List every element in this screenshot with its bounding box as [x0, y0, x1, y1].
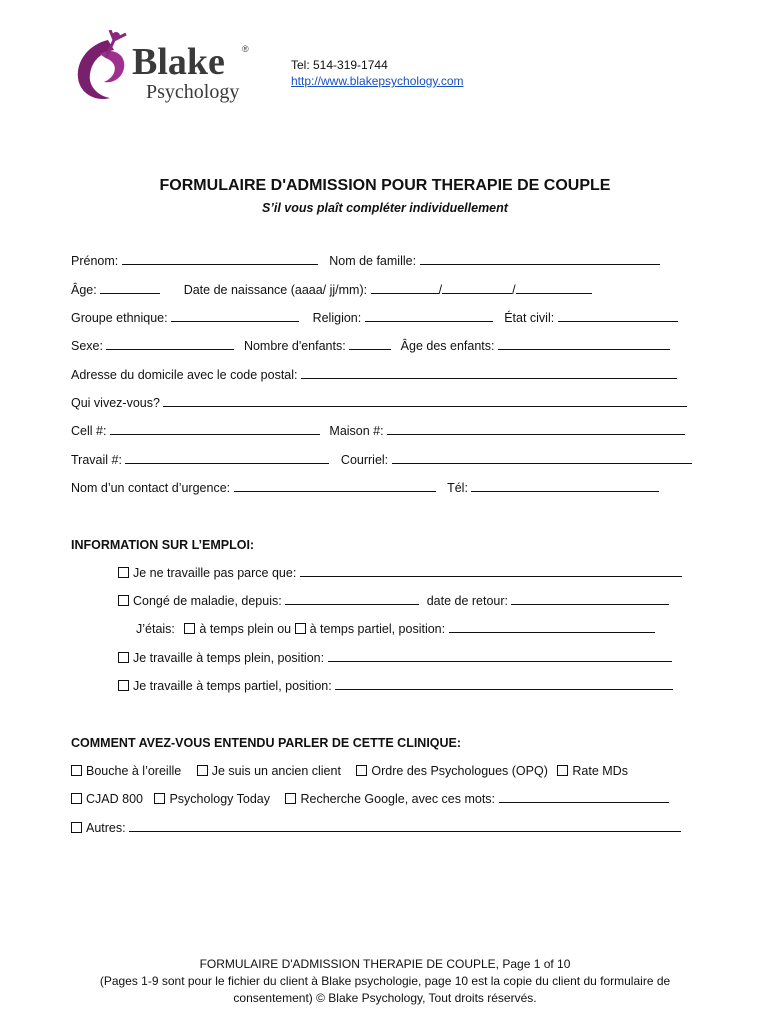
row-work — [71, 451, 692, 469]
urgence-tel-label: Tél: — [447, 481, 468, 495]
age-enfants-label: Âge des enfants: — [400, 339, 495, 353]
row-qui — [71, 394, 687, 412]
autres-label: Autres: — [86, 821, 126, 835]
phone-number: Tel: 514-319-1744 — [291, 58, 388, 72]
conge-field[interactable] — [285, 592, 419, 605]
qui-field[interactable] — [163, 394, 687, 407]
form-subtitle: S’il vous plaît compléter individuellement — [262, 201, 508, 215]
travail-label: Travail #: — [71, 453, 122, 467]
temps-partiel-position-field[interactable] — [449, 620, 655, 633]
source-row-2 — [71, 790, 669, 808]
adresse-field[interactable] — [301, 366, 677, 379]
nombre-enfants-field[interactable] — [349, 337, 391, 350]
checkbox[interactable] — [285, 793, 296, 804]
courriel-field[interactable] — [392, 451, 692, 464]
religion-label: Religion: — [312, 311, 362, 325]
temps-plein-ou-label: à temps plein ou — [199, 622, 292, 636]
emploi-heading: INFORMATION SUR L’EMPLOI: — [71, 538, 255, 552]
nom-famille-label: Nom de famille: — [329, 254, 417, 268]
checkbox[interactable] — [295, 623, 306, 634]
source-row-1 — [71, 762, 628, 780]
footer — [0, 956, 770, 1007]
checkbox[interactable] — [197, 765, 208, 776]
row-age: Âge: Date de naissance (aaaa/ jj/mm): / / — [71, 281, 592, 299]
date-naissance-label: Date de naissance (aaaa/ jj/mm): — [183, 283, 368, 297]
birth-month-field[interactable] — [516, 281, 592, 294]
nombre-enfants-label: Nombre d'enfants: — [243, 339, 346, 353]
sexe-field[interactable] — [106, 337, 234, 350]
age-field[interactable] — [100, 281, 160, 294]
checkbox[interactable] — [118, 652, 129, 663]
emploi-row-1 — [118, 564, 682, 582]
bouche-label: Bouche à l’oreille — [86, 764, 182, 778]
travaille-partiel-label: Je travaille à temps partiel, position: — [133, 679, 332, 693]
courriel-label: Courriel: — [340, 453, 389, 467]
jetais-label: J’étais: — [136, 622, 175, 636]
religion-field[interactable] — [365, 309, 493, 322]
emploi-row-5 — [118, 677, 673, 695]
checkbox[interactable] — [118, 567, 129, 578]
prenom-label: Prénom: — [71, 254, 119, 268]
maison-field[interactable] — [387, 422, 685, 435]
travaille-plein-label: Je travaille à temps plein, position: — [133, 651, 325, 665]
qui-label: Qui vivez-vous? — [71, 396, 160, 410]
footer-line-1: FORMULAIRE D'ADMISSION THERAPIE DE COUPLE, Page 1 of 10 — [199, 957, 571, 971]
urgence-tel-field[interactable] — [471, 479, 659, 492]
birth-year-field[interactable] — [371, 281, 439, 294]
ne-travaille-field[interactable] — [300, 564, 682, 577]
checkbox[interactable] — [118, 595, 129, 606]
contact-info — [291, 57, 464, 89]
emploi-row-4 — [118, 649, 672, 667]
date-retour-field[interactable] — [511, 592, 669, 605]
google-field[interactable] — [499, 790, 669, 803]
checkbox[interactable] — [154, 793, 165, 804]
checkbox[interactable] — [118, 680, 129, 691]
source-row-3 — [71, 819, 681, 837]
travail-field[interactable] — [125, 451, 329, 464]
ordre-label: Ordre des Psychologues (OPQ) — [371, 764, 548, 778]
temps-partiel-position-label: à temps partiel, position: — [309, 622, 446, 636]
cjad-label: CJAD 800 — [86, 792, 143, 806]
travaille-partiel-field[interactable] — [335, 677, 673, 690]
checkbox[interactable] — [557, 765, 568, 776]
blake-psychology-logo — [70, 30, 255, 108]
row-names — [71, 252, 660, 270]
google-label: Recherche Google, avec ces mots: — [300, 792, 496, 806]
footer-line-3: consentement) © Blake Psychology, Tout droits réservés. — [233, 991, 537, 1005]
nom-famille-field[interactable] — [420, 252, 660, 265]
checkbox[interactable] — [71, 765, 82, 776]
checkbox[interactable] — [356, 765, 367, 776]
svg-text:®: ® — [242, 44, 249, 54]
source-heading: COMMENT AVEZ-VOUS ENTENDU PARLER DE CETTE CLINIQUE: — [71, 736, 462, 750]
row-ethnic — [71, 309, 678, 327]
etat-civil-label: État civil: — [504, 311, 555, 325]
prenom-field[interactable] — [122, 252, 318, 265]
travaille-plein-field[interactable] — [328, 649, 672, 662]
svg-text:Psychology: Psychology — [146, 81, 240, 103]
emploi-row-3 — [136, 620, 655, 638]
autres-field[interactable] — [129, 819, 681, 832]
website-link[interactable]: http://www.blakepsychology.com — [291, 74, 464, 88]
adresse-label: Adresse du domicile avec le code postal: — [71, 368, 298, 382]
urgence-field[interactable] — [234, 479, 436, 492]
checkbox[interactable] — [71, 793, 82, 804]
cell-label: Cell #: — [71, 424, 107, 438]
logo-figure-icon — [70, 30, 255, 108]
row-phones — [71, 422, 685, 440]
date-retour-label: date de retour: — [426, 594, 508, 608]
maison-label: Maison #: — [329, 424, 384, 438]
age-enfants-field[interactable] — [498, 337, 670, 350]
checkbox[interactable] — [71, 822, 82, 833]
ne-travaille-label: Je ne travaille pas parce que: — [133, 566, 297, 580]
checkbox[interactable] — [184, 623, 195, 634]
emploi-row-2 — [118, 592, 669, 610]
form-title: FORMULAIRE D'ADMISSION POUR THERAPIE DE COUPLE — [159, 177, 611, 194]
row-address — [71, 366, 677, 384]
etat-civil-field[interactable] — [558, 309, 678, 322]
cell-field[interactable] — [110, 422, 320, 435]
ancien-label: Je suis un ancien client — [211, 764, 341, 778]
footer-line-2: (Pages 1-9 sont pour le fichier du client à Blake psychologie, page 10 est la copie du client du formulaire de — [99, 974, 671, 988]
groupe-field[interactable] — [171, 309, 299, 322]
age-label: Âge: — [71, 283, 97, 297]
rate-label: Rate MDs — [572, 764, 628, 778]
conge-label: Congé de maladie, depuis: — [133, 594, 282, 608]
svg-text:Blake: Blake — [132, 41, 225, 83]
groupe-label: Groupe ethnique: — [71, 311, 168, 325]
row-sex — [71, 337, 670, 355]
ptoday-label: Psychology Today — [169, 792, 270, 806]
row-emergency — [71, 479, 659, 497]
sexe-label: Sexe: — [71, 339, 103, 353]
birth-day-field[interactable] — [442, 281, 512, 294]
urgence-label: Nom d’un contact d’urgence: — [71, 481, 231, 495]
